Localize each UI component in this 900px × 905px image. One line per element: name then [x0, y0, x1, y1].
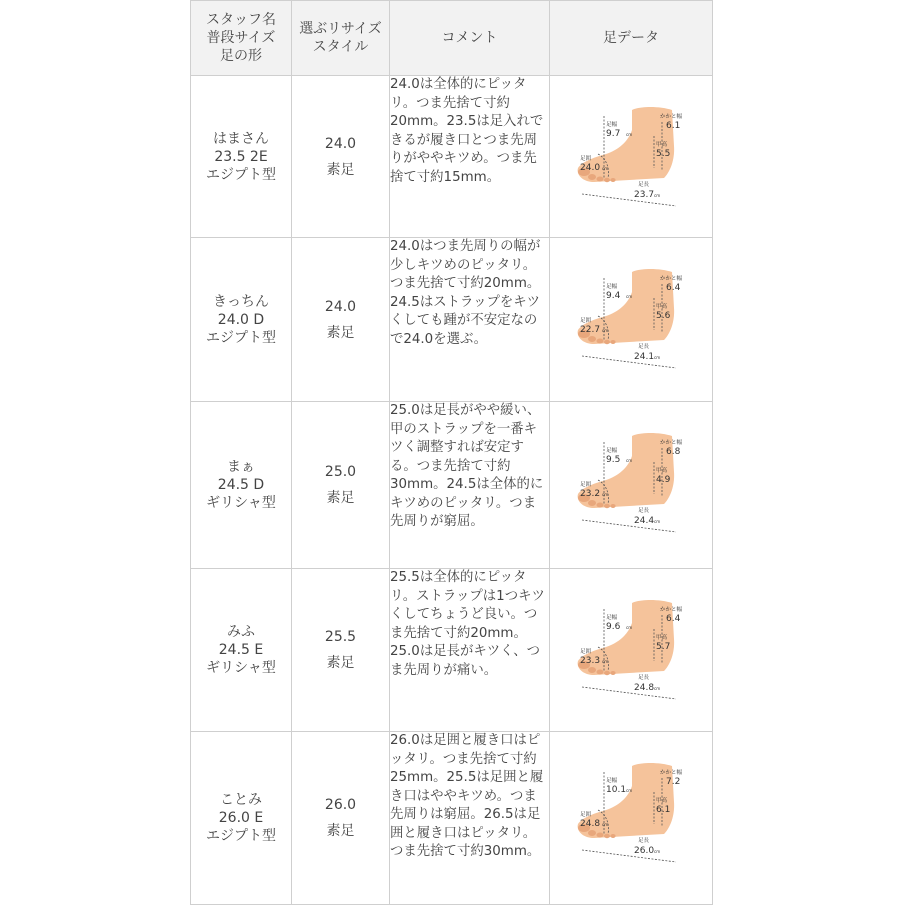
- staff-name: はまさん: [213, 130, 269, 147]
- header-row: [191, 1, 713, 76]
- usual-size: 26.0 E: [218, 810, 264, 826]
- chosen-size: 24.0: [324, 298, 357, 315]
- girth-label: 足囲: [580, 156, 592, 162]
- choice-cell: [292, 238, 390, 402]
- instep-value: 4.9: [656, 475, 671, 485]
- width-label: 足幅: [606, 448, 618, 454]
- foot-shape: ギリシャ型: [206, 660, 276, 676]
- header-staff-line: スタッフ名: [206, 12, 276, 28]
- heel-value: 6.4: [666, 283, 681, 293]
- width-unit: cm: [626, 788, 633, 793]
- heel-value: 6.8: [666, 447, 681, 457]
- girth-value: 23.3: [580, 656, 601, 666]
- girth-unit: cm: [602, 659, 609, 664]
- choice-cell: [292, 732, 390, 905]
- heel-value: 7.2: [666, 777, 681, 787]
- instep-value: 5.7: [656, 642, 671, 652]
- heel-label: かかと幅: [660, 607, 683, 613]
- length-label: 足長: [638, 675, 650, 681]
- staff-cell: [191, 238, 292, 402]
- instep-label: 甲高: [656, 635, 668, 641]
- foot-measure-illustration: [576, 264, 688, 376]
- width-label: 足幅: [606, 778, 618, 784]
- staff-row: [191, 402, 713, 569]
- width-unit: cm: [626, 625, 633, 630]
- foot-shape: エジプト型: [206, 828, 276, 844]
- length-value: 24.4: [634, 516, 655, 526]
- header-foot-data: 足データ: [550, 1, 713, 76]
- width-value: 9.4: [606, 291, 621, 301]
- header-choice: [292, 1, 390, 76]
- width-label: 足幅: [606, 615, 618, 621]
- comment-cell: 24.0は全体的にピッタリ。つま先捨て寸約20mm。23.5は足入れできるが履き口とつま先周りがややキツめ。つま先捨て寸約15mm。: [390, 76, 550, 238]
- girth-label: 足囲: [580, 318, 592, 324]
- girth-unit: cm: [602, 492, 609, 497]
- header-staff-line: 足の形: [220, 48, 262, 64]
- heel-value: 6.1: [666, 121, 681, 131]
- girth-value: 22.7: [580, 325, 601, 335]
- foot-data-cell: [550, 732, 713, 905]
- header-staff: [191, 1, 292, 76]
- foot-measure-illustration: [576, 595, 688, 707]
- foot-shape: ギリシャ型: [206, 495, 276, 511]
- staff-row: [191, 569, 713, 732]
- length-value: 24.1: [634, 352, 655, 362]
- chosen-size: 24.0: [324, 135, 357, 152]
- width-label: 足幅: [606, 122, 618, 128]
- header-staff-line: 普段サイズ: [206, 30, 276, 46]
- comment-cell: 25.5は全体的にピッタリ。ストラップは1つキツくしてちょうど良い。つま先捨て寸約20mm。25.0は足長がキツく、つま先周りが痛い。: [390, 569, 550, 732]
- staff-name: ことみ: [220, 792, 262, 808]
- instep-value: 6.1: [656, 805, 671, 815]
- width-value: 9.6: [606, 622, 621, 632]
- comment-cell: 24.0はつま先周りの幅が少しキツめのピッタリ。つま先捨て寸約20mm。24.5はストラップをキツくしても踵が不安定なので24.0を選ぶ。: [390, 238, 550, 402]
- width-value: 9.5: [606, 455, 621, 465]
- wear-style: 素足: [326, 161, 355, 178]
- wear-style: 素足: [326, 324, 355, 341]
- length-label: 足長: [638, 344, 650, 350]
- heel-label: かかと幅: [660, 770, 683, 776]
- length-unit: cm: [654, 193, 661, 198]
- comment-cell: 25.0は足長がやや緩い、甲のストラップを一番キツく調整すれば安定する。つま先捨て寸約30mm。24.5は全体的にキツめのピッタリ。つま先周りが窮屈。: [390, 402, 550, 569]
- length-value: 24.8: [634, 683, 655, 693]
- heel-label: かかと幅: [660, 276, 683, 282]
- foot-data-cell: [550, 402, 713, 569]
- staff-row: [191, 76, 713, 238]
- width-unit: cm: [626, 132, 633, 137]
- staff-row: [191, 238, 713, 402]
- girth-label: 足囲: [580, 649, 592, 655]
- foot-shape: エジプト型: [206, 329, 276, 346]
- length-label: 足長: [638, 508, 650, 514]
- wear-style: 素足: [326, 655, 355, 671]
- header-choice-line: スタイル: [312, 39, 369, 55]
- comment-cell: 26.0は足囲と履き口はピッタリ。つま先捨て寸約25mm。25.5は足囲と履き口はややキツめ。つま先周りは窮屈。26.5は足囲と履き口はピッタリ。つま先捨て寸約30mm。: [390, 732, 550, 905]
- length-value: 26.0: [634, 846, 655, 856]
- heel-label: かかと幅: [660, 114, 683, 120]
- length-unit: cm: [654, 355, 661, 360]
- fit-table: [190, 0, 713, 905]
- width-unit: cm: [626, 458, 633, 463]
- instep-value: 5.5: [656, 149, 671, 159]
- foot-data-cell: [550, 76, 713, 238]
- girth-unit: cm: [602, 822, 609, 827]
- staff-cell: [191, 76, 292, 238]
- girth-label: 足囲: [580, 812, 592, 818]
- width-value: 10.1: [606, 785, 627, 795]
- length-label: 足長: [638, 182, 650, 188]
- chosen-size: 25.0: [324, 464, 357, 480]
- girth-unit: cm: [602, 166, 609, 171]
- staff-name: きっちん: [213, 293, 269, 310]
- wear-style: 素足: [326, 823, 355, 839]
- staff-name: まぁ: [227, 459, 255, 475]
- staff-name: みふ: [227, 624, 255, 640]
- foot-measure-illustration: [576, 102, 688, 214]
- instep-value: 5.6: [656, 311, 671, 321]
- chosen-size: 25.5: [324, 629, 357, 645]
- length-unit: cm: [654, 519, 661, 524]
- length-unit: cm: [654, 686, 661, 691]
- instep-label: 甲高: [656, 304, 668, 310]
- length-label: 足長: [638, 838, 650, 844]
- foot-shape: エジプト型: [206, 166, 276, 183]
- instep-label: 甲高: [656, 798, 668, 804]
- width-label: 足幅: [606, 284, 618, 290]
- foot-measure-illustration: [576, 758, 688, 870]
- usual-size: 23.5 2E: [214, 148, 268, 165]
- girth-value: 24.8: [580, 819, 601, 829]
- foot-data-cell: [550, 238, 713, 402]
- staff-cell: [191, 732, 292, 905]
- choice-cell: [292, 402, 390, 569]
- instep-label: 甲高: [656, 468, 668, 474]
- header-choice-line: 選ぶリサイズ: [299, 21, 382, 37]
- usual-size: 24.5 E: [218, 642, 264, 658]
- length-value: 23.7: [634, 190, 655, 200]
- staff-cell: [191, 402, 292, 569]
- heel-value: 6.4: [666, 614, 681, 624]
- header-comment: コメント: [390, 1, 550, 76]
- instep-label: 甲高: [656, 142, 668, 148]
- foot-data-cell: [550, 569, 713, 732]
- width-unit: cm: [626, 294, 633, 299]
- heel-label: かかと幅: [660, 440, 683, 446]
- usual-size: 24.5 D: [217, 477, 265, 493]
- girth-label: 足囲: [580, 482, 592, 488]
- foot-measure-illustration: [576, 428, 688, 540]
- choice-cell: [292, 76, 390, 238]
- width-value: 9.7: [606, 129, 621, 139]
- girth-value: 23.2: [580, 489, 601, 499]
- usual-size: 24.0 D: [217, 311, 265, 328]
- girth-value: 24.0: [580, 163, 601, 173]
- chosen-size: 26.0: [324, 797, 357, 813]
- length-unit: cm: [654, 849, 661, 854]
- girth-unit: cm: [602, 328, 609, 333]
- choice-cell: [292, 569, 390, 732]
- staff-row: [191, 732, 713, 905]
- wear-style: 素足: [326, 490, 355, 506]
- staff-cell: [191, 569, 292, 732]
